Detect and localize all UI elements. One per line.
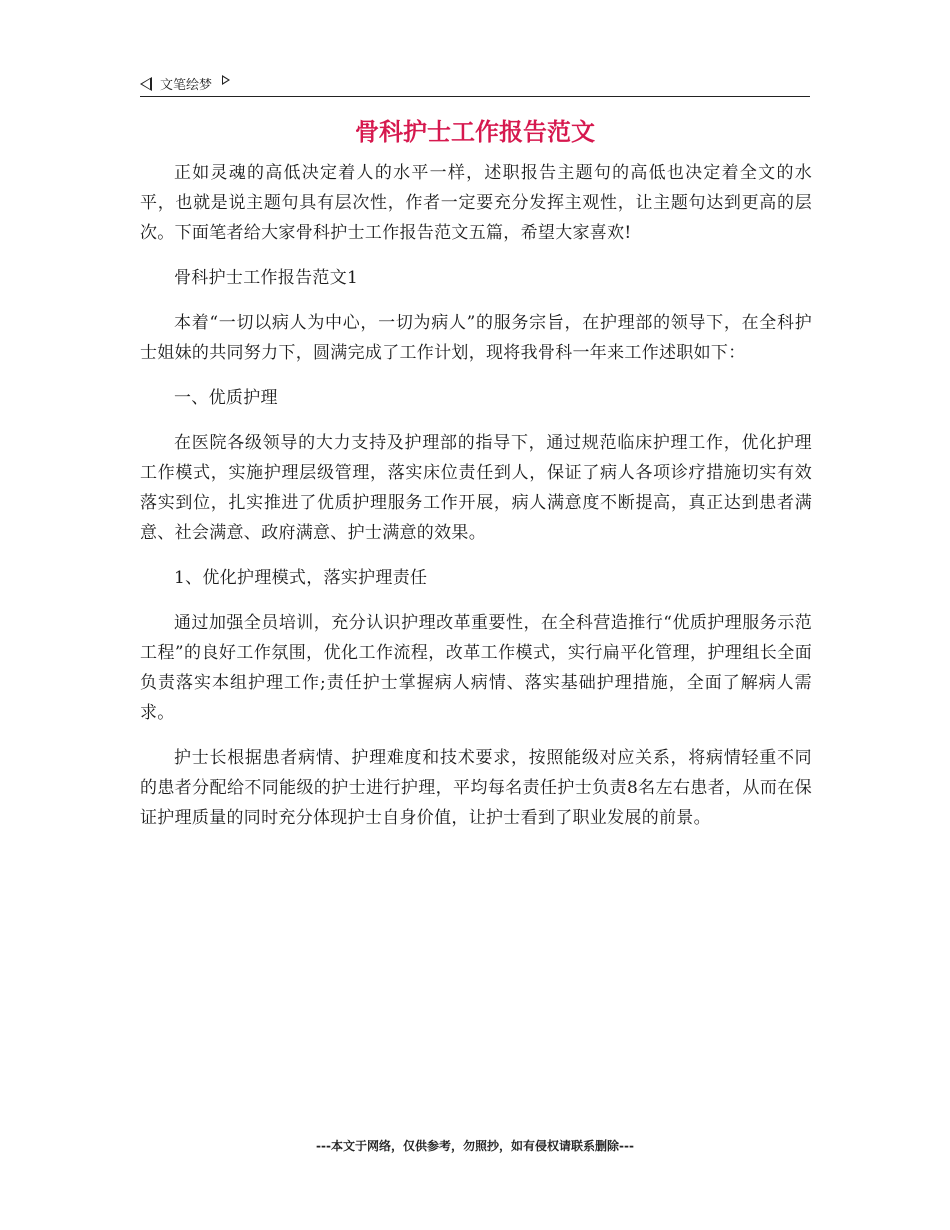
section-heading-quality-care: 一、优质护理: [174, 388, 278, 408]
body-paragraph: 本着“一切以病人为中心，一切为病人”的服务宗旨，在护理部的领导下，在全科护士姐妹的共同努力下，圆满完成了工作计划，现将我骨科一年来工作述职如下：: [140, 313, 812, 363]
body-paragraph: 护士长根据患者病情、护理难度和技术要求，按照能级对应关系，将病情轻重不同的患者分配给不同能级的护士进行护理，平均每名责任护士负责8名左右患者，从而在保证护理质量的同时充分体现护士自身价值，让护士看到了职业发展的前景。: [140, 748, 812, 828]
document-body: [140, 158, 812, 848]
page-header: [140, 72, 810, 97]
document-title: 骨科护士工作报告范文: [355, 118, 595, 146]
body-paragraph: 通过加强全员培训，充分认识护理改革重要性，在全科营造推行“优质护理服务示范工程”的良好工作氛围，优化工作流程，改革工作模式，实行扁平化管理，护理组长全面负责落实本组护理工作;责任护士掌握病人病情、落实基础护理措施，全面了解病人需求。: [140, 613, 812, 723]
triangle-right-icon: [222, 75, 230, 85]
body-paragraph: 在医院各级领导的大力支持及护理部的指导下，通过规范临床护理工作，优化护理工作模式，实施护理层级管理，落实床位责任到人，保证了病人各项诊疗措施切实有效落实到位，扎实推进了优质护理服务工作开展，病人满意度不断提高，真正达到患者满意、社会满意、政府满意、护士满意的效果。: [140, 433, 812, 543]
triangle-left-icon: [140, 77, 152, 91]
subsection-heading-1: 1、优化护理模式，落实护理责任: [174, 568, 428, 588]
brand-label: 文笔绘梦: [160, 78, 213, 93]
intro-paragraph: 正如灵魂的高低决定着人的水平一样，述职报告主题句的高低也决定着全文的水平，也就是说主题句具有层次性，作者一定要充分发挥主观性，让主题句达到更高的层次。下面笔者给大家骨科护士工作报告范文五篇，希望大家喜欢!: [140, 163, 812, 243]
page-footer: ---本文于网络，仅供参考，勿照抄，如有侵权请联系删除---: [316, 1139, 634, 1153]
brand: [140, 74, 230, 93]
section-title-1: 骨科护士工作报告范文1: [174, 268, 359, 288]
